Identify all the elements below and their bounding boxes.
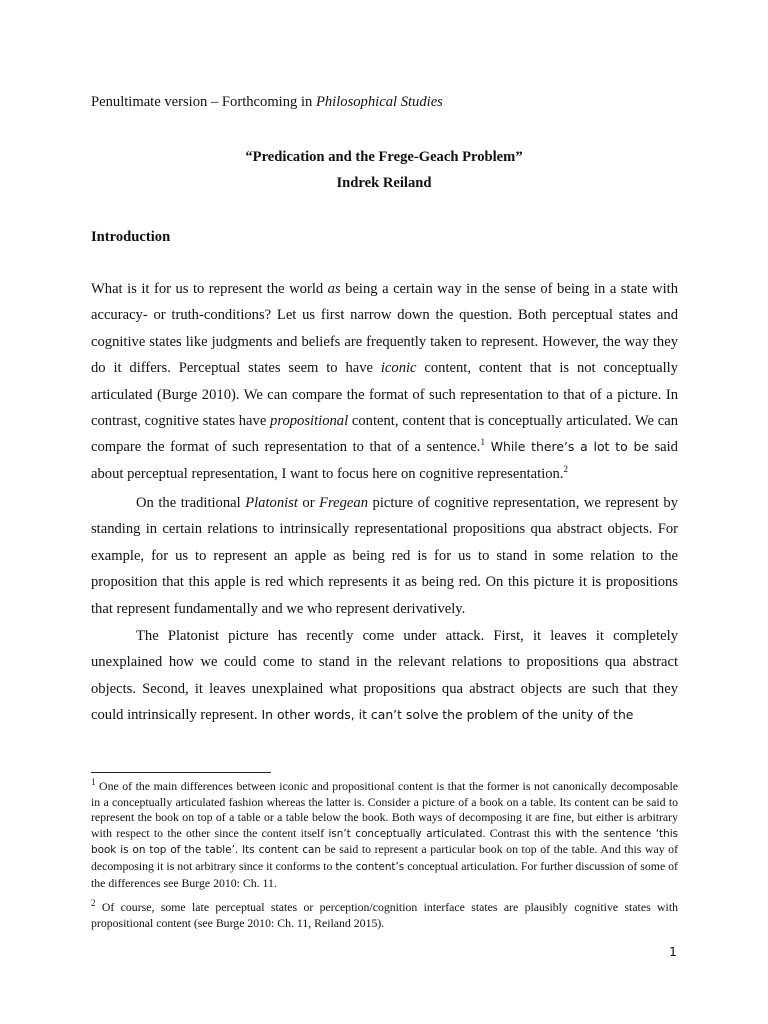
footnote-divider: [91, 772, 271, 773]
paragraph-3: The Platonist picture has recently come under attack. First, it leaves it completely unexplained how we could come to stand in the relevant relations to propositions qua abstract objects. Second, it leaves unexplained what propositions qua abstract objects are such that they could intrinsically represent. In other words, it can’t solve the problem of the unity of the: [91, 628, 678, 724]
paragraph-1: What is it for us to represent the world as being a certain way in the sense of being in a state with accuracy- or truth-conditions? Let us first narrow down the question. Both perceptual states and cognitive states like judgments and beliefs are frequently taken to represent. However, the way they do it differs. Perceptual states seem to have iconic content, content that is not conceptually articulated (Burge 2010). We can compare the format of such representation to that of a picture. In contrast, cognitive states have propositional content, content that is conceptually articulated. We can compare the format of such representation to that of a sentence.$^1$ While there’s a lot to be said about perceptual representation, I want to focus here on cognitive representation.$^2$: [91, 281, 678, 482]
author-name: Indrek Reiland: [336, 175, 432, 191]
footnote-ref-1[interactable]: 1: [480, 437, 485, 448]
version-note: [91, 93, 443, 111]
journal-name: Philosophical Studies: [315, 94, 443, 110]
footnote-ref-2[interactable]: 2: [563, 463, 568, 474]
paper-title: “Predication and the Frege-Geach Problem”: [245, 149, 523, 165]
version-note-text: Penultimate version – Forthcoming in: [91, 94, 316, 110]
footnote-2: $^2$ Of course, some late perceptual states or perception/cognition interface states are plausibly cognitive states with propositional content (see Burge 2010: Ch. 11, Reiland 2015).: [91, 898, 678, 930]
paragraph-2: On the traditional Platonist or Fregean picture of cognitive representation, we represent by standing in certain relations to intrinsically representational propositions qua abstract objects. For example, for us to represent an apple as being red is for us to stand in some relation to the proposition that this apple is red which represents it as being red. On this picture it is propositions that represent fundamentally and we who represent derivatively.: [91, 495, 679, 617]
footnote-1: $^1$ One of the main differences between iconic and propositional content is that the former is not canonically decomposable in a conceptually articulated fashion whereas the latter is. Consider a picture of a book on a table. Its content can be said to represent the book on top of a table or a table below the book. Both ways of decomposing it are fine, but either is arbitrary with respect to the other since the content itself isn’t conceptually articulated. Contrast this with the sentence ‘this book is on top of the table’. Its content can be said to represent a particular book on top of the table. And this way of decomposing it is not arbitrary since it conforms to the content’s conceptual articulation. For further discussion of some of the differences see Burge 2010: Ch. 11.: [91, 777, 678, 890]
section-heading: Introduction: [91, 229, 171, 245]
page-number: 1: [669, 944, 677, 959]
